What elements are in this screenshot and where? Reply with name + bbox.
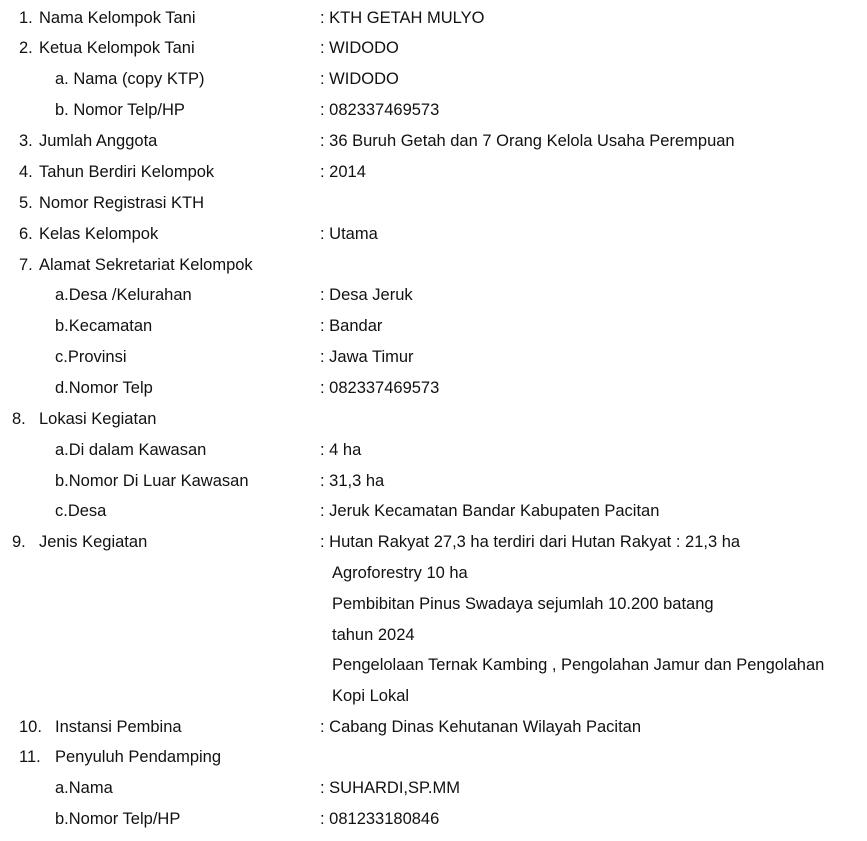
subitem-value: : SUHARDI,SP.MM <box>320 779 460 797</box>
subitem-nomor-telp-ketua <box>0 101 867 132</box>
item-value: : 36 Buruh Getah dan 7 Orang Kelola Usaha Perempuan <box>320 132 735 150</box>
subitem-label: b. Nomor Telp/HP <box>55 101 185 119</box>
item-ketua-kelompok-tani <box>0 39 867 70</box>
subitem-nama-penyuluh <box>0 779 867 810</box>
item-value: : KTH GETAH MULYO <box>320 9 485 27</box>
item-value: : 2014 <box>320 163 366 181</box>
item-label: Nama Kelompok Tani <box>39 9 196 27</box>
item-label: Nomor Registrasi KTH <box>39 194 205 212</box>
subitem-label: b.Nomor Telp/HP <box>55 810 181 828</box>
subitem-label: a.Desa /Kelurahan <box>55 286 192 304</box>
continuation-text: Pembibitan Pinus Swadaya sejumlah 10.200 batang <box>332 595 714 613</box>
jenis-kegiatan-continuation <box>0 564 867 595</box>
subitem-value: : WIDODO <box>320 70 399 88</box>
item-instansi-pembina <box>0 718 867 749</box>
item-number: 11. <box>19 748 41 766</box>
subitem-nomor-telp-penyuluh <box>0 810 867 841</box>
item-jenis-kegiatan <box>0 533 867 564</box>
item-jumlah-anggota <box>0 132 867 163</box>
subitem-provinsi <box>0 348 867 379</box>
item-tahun-berdiri <box>0 163 867 194</box>
subitem-label: b.Kecamatan <box>55 317 153 335</box>
subitem-value: : Jawa Timur <box>320 348 414 366</box>
subitem-kecamatan <box>0 317 867 348</box>
subitem-label: a. Nama (copy KTP) <box>55 70 205 88</box>
subitem-value: : 31,3 ha <box>320 472 385 490</box>
item-penyuluh-pendamping <box>0 748 867 779</box>
subitem-value: : 4 ha <box>320 441 362 459</box>
subitem-desa-kelurahan <box>0 286 867 317</box>
item-value: : Utama <box>320 225 378 243</box>
item-number: 2. <box>19 39 33 57</box>
item-number: 8. <box>12 410 26 428</box>
subitem-di-luar-kawasan <box>0 472 867 503</box>
item-number: 5. <box>19 194 33 212</box>
subitem-label: a.Nama <box>55 779 113 797</box>
subitem-label: a.Di dalam Kawasan <box>55 441 207 459</box>
continuation-text: Pengelolaan Ternak Kambing , Pengolahan Jamur dan Pengolahan <box>332 656 825 674</box>
continuation-text: Kopi Lokal <box>332 687 410 705</box>
subitem-label: d.Nomor Telp <box>55 379 153 397</box>
item-nomor-registrasi <box>0 194 867 225</box>
item-number: 4. <box>19 163 33 181</box>
jenis-kegiatan-continuation <box>0 656 867 687</box>
jenis-kegiatan-continuation <box>0 595 867 626</box>
continuation-text: tahun 2024 <box>332 626 415 644</box>
item-label: Penyuluh Pendamping <box>55 748 222 766</box>
item-value: : WIDODO <box>320 39 399 57</box>
jenis-kegiatan-continuation <box>0 626 867 657</box>
item-value: : Hutan Rakyat 27,3 ha terdiri dari Hutan Rakyat : 21,3 ha <box>320 533 741 551</box>
item-label: Jumlah Anggota <box>39 132 158 150</box>
item-lokasi-kegiatan <box>0 410 867 441</box>
item-label: Kelas Kelompok <box>39 225 159 243</box>
item-label: Tahun Berdiri Kelompok <box>39 163 215 181</box>
item-number: 3. <box>19 132 33 150</box>
subitem-label: c.Provinsi <box>55 348 127 366</box>
subitem-label: c.Desa <box>55 502 107 520</box>
item-nama-kelompok-tani <box>0 9 867 40</box>
item-label: Lokasi Kegiatan <box>39 410 157 428</box>
item-number: 7. <box>19 256 33 274</box>
item-label: Jenis Kegiatan <box>39 533 148 551</box>
subitem-value: : Jeruk Kecamatan Bandar Kabupaten Pacitan <box>320 502 660 520</box>
item-alamat-sekretariat <box>0 256 867 287</box>
subitem-value: : 081233180846 <box>320 810 440 828</box>
item-kelas-kelompok <box>0 225 867 256</box>
subitem-value: : Desa Jeruk <box>320 286 413 304</box>
subitem-value: : Bandar <box>320 317 383 335</box>
subitem-label: b.Nomor Di Luar Kawasan <box>55 472 249 490</box>
item-number: 6. <box>19 225 33 243</box>
item-number: 9. <box>12 533 26 551</box>
item-label: Ketua Kelompok Tani <box>39 39 195 57</box>
subitem-nomor-telp-sekretariat <box>0 379 867 410</box>
item-number: 10. <box>19 718 42 736</box>
item-value: : Cabang Dinas Kehutanan Wilayah Pacitan <box>320 718 642 736</box>
continuation-text: Agroforestry 10 ha <box>332 564 468 582</box>
subitem-value: : 082337469573 <box>320 101 440 119</box>
item-number: 1. <box>19 9 33 27</box>
jenis-kegiatan-continuation <box>0 687 867 718</box>
item-label: Instansi Pembina <box>55 718 182 736</box>
subitem-value: : 082337469573 <box>320 379 440 397</box>
subitem-nama-ktp <box>0 70 867 101</box>
item-label: Alamat Sekretariat Kelompok <box>39 256 253 274</box>
subitem-di-dalam-kawasan <box>0 441 867 472</box>
subitem-desa-lokasi <box>0 502 867 533</box>
